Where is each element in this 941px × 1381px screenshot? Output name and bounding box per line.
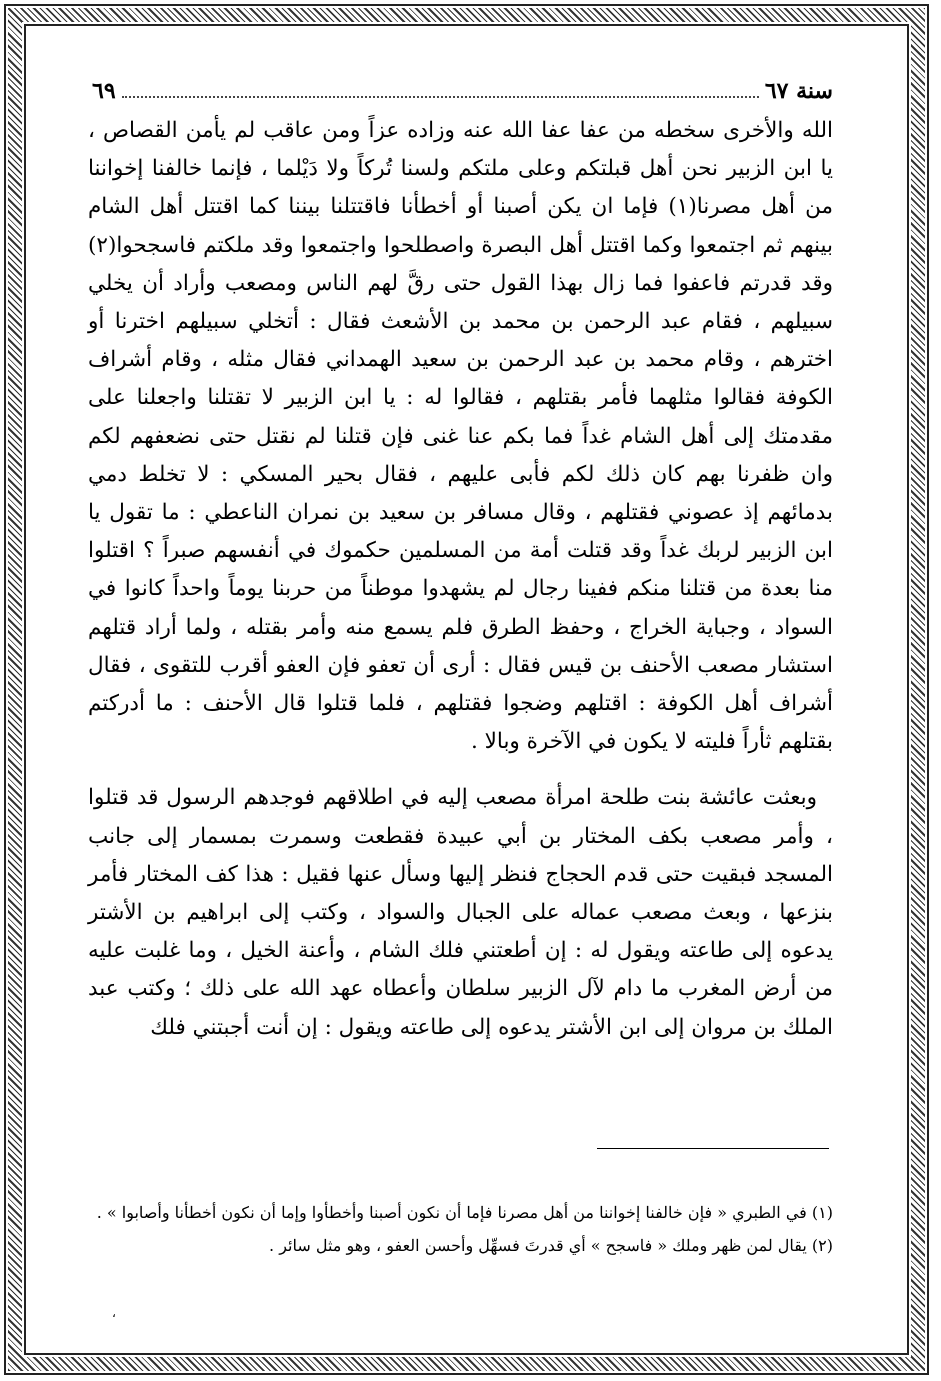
paragraph-1: الله والأخرى سخطه من عفا عفا الله عنه وزاده عزاً ومن عاقب لم يأمن القصاص ، يا ابن الزبير نحن أهل قبلتكم وعلى ملتكم ولسنا تُركاً ولا دَيْلما ، فإنما خالفنا إخواننا من أهل مصرنا(١) فإما ان يكن أصبنا أو أخطأنا فاقتتلنا بيننا كما اقتتل أهل الشام بينهم ثم اجتمعوا وكما اقتتل أهل البصرة واصطلحوا واجتمعوا وقد ملكتم فاسجحوا(٢) وقد قدرتم فاعفوا فما زال بهذا القول حتى رقَّ لهم الناس ومصعب وأراد أن يخلي سبيلهم ، فقام عبد الرحمن بن محمد بن الأشعث فقال : أتخلي سبيلهم اخترنا أو اخترهم ، وقام محمد بن عبد الرحمن بن سعيد الهمداني فقال مثله ، وقام أشراف الكوفة فقالوا مثلهما فأمر بقتلهم ، فقالوا له : يا ابن الزبير لا تقتلنا واجعلنا على مقدمتك إلى أهل الشام غداً فما بكم عنا غنى فإن قتلنا لم نقتل حتى نضعفهم لكم وان ظفرنا بهم كان ذلك لكم فأبى عليهم ، فقال بحير المسكي : لا تخلط دمي بدمائهم إذ عصوني فقتلهم ، وقال مسافر بن سعيد بن نمران الناعطي : ما تقول يا ابن الزبير لربك غداً وقد قتلت أمة من المسلمين حكموك في أنفسهم صبراً ؟ اقتلوا منا بعدة من قتلنا منكم ففينا رجال لم يشهدوا موطناً من حربنا يوماً واحداً كانوا في السواد ، وجباية الخراج ، وحفظ الطرق فلم يسمع منه وأمر بقتله ، ولما أراد قتلهم استشار مصعب الأحنف بن قيس فقال : أرى أن تعفو فإن العفو أقرب للتقوى ، فقال أشراف أهل الكوفة : اقتلهم وضجوا فقتلهم ، فلما قتلوا قال الأحنف : ما أدركتم بقتلهم ثأراً فليته لا يكون في الآخرة وبالا . [88, 118, 833, 755]
page-number: ٦٩ [92, 78, 116, 104]
running-title: سنة ٦٧ [764, 78, 833, 104]
page-content [88, 78, 833, 1047]
header-dotted-leader [122, 95, 759, 98]
footnote-1: (١) في الطبري « فإن خالفنا إخواننا من أهل مصرنا فإما أن نكون أصبنا وأخطأوا وإما أن نكون أخطأنا وأصابوا » . [96, 1203, 833, 1222]
footnote-2: (٢) يقال لمن ظهر وملك « فاسجح » أي قدرتَ فسهِّل وأحسن العفو ، وهو مثل سائر . [269, 1236, 833, 1255]
paragraph-2: وبعثت عائشة بنت طلحة امرأة مصعب إليه في اطلاقهم فوجدهم الرسول قد قتلوا ، وأمر مصعب بكف المختار بن أبي عبيدة فقطعت وسمرت بمسمار إلى جانب المسجد فبقيت حتى قدم الحجاج فنظر إليها وسأل عنها فقيل : هذا كف المختار فأمر بنزعها ، وبعث مصعب عماله على الجبال والسواد ، وكتب إلى ابراهيم بن الأشتر يدعوه إلى طاعته ويقول له : إن أطعتني فلك الشام ، وأعنة الخيل ، وما غلبت عليه من أرض المغرب ما دام لآل الزبير سلطان وأعطاه عهد الله على ذلك ؛ وكتب عبد الملك بن مروان إلى ابن الأشتر يدعوه إلى طاعته ويقول : إن أنت أجبتني فلك [88, 785, 833, 1040]
footnotes [88, 1198, 833, 1264]
footnote-separator [597, 1148, 829, 1149]
stray-ink-mark: ، [112, 1306, 116, 1320]
body-text [88, 112, 833, 1047]
page-header [92, 78, 833, 112]
